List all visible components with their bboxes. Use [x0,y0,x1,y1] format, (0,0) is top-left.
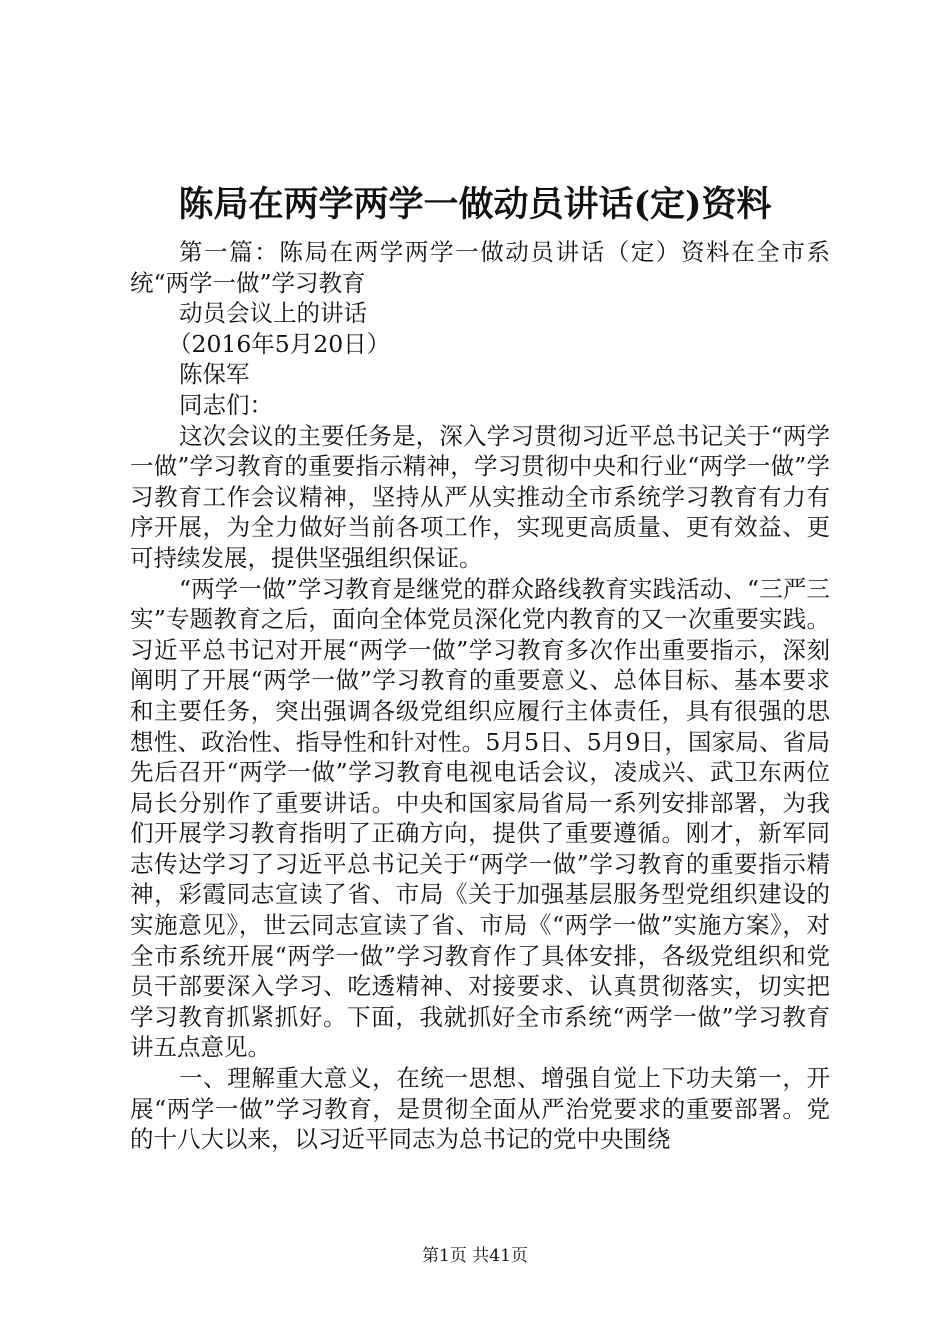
paragraph-body-2: “两学一做”学习教育是继党的群众路线教育实践活动、“三严三实”专题教育之后，面向全体党员深化党内教育的又一次重要实践。习近平总书记对开展“两学一做”学习教育多次作出重要指示，深刻阐明了开展“两学一做”学习教育的重要意义、总体目标、基本要求和主要任务，突出强调各级党组织应履行主体责任，具有很强的思想性、政治性、指导性和针对性。5月5日、5月9日，国家局、省局先后召开“两学一做”学习教育电视电话会议，凌成兴、武卫东两位局长分别作了重要讲话。中央和国家局省局一系列安排部署，为我们开展学习教育指明了正确方向，提供了重要遵循。刚才，新军同志传达学习了习近平总书记关于“两学一做”学习教育的重要指示精神，彩霞同志宣读了省、市局《关于加强基层服务型党组织建设的实施意见》，世云同志宣读了省、市局《“两学一做”实施方案》，对全市系统开展“两学一做”学习教育作了具体安排，各级党组织和党员干部要深入学习、吃透精神、对接要求、认真贯彻落实，切实把学习教育抓紧抓好。下面，我就抓好全市系统“两学一做”学习教育讲五点意见。 [130,574,830,1062]
paragraph-subtitle: 动员会议上的讲话 [179,299,367,328]
document-title: 陈局在两学两学一做动员讲话(定)资料 [178,184,772,225]
paragraph-body-1: 这次会议的主要任务是，深入学习贯彻习近平总书记关于“两学一做”学习教育的重要指示精神，学习贯彻中央和行业“两学一做”学习教育工作会议精神，坚持从严从实推动全市系统学习教育有力有序开展，为全力做好当前各项工作，实现更高质量、更有效益、更可持续发展，提供坚强组织保证。 [130,421,830,572]
page-number-footer: 第1页 共41页 [422,1246,528,1266]
paragraph-intro: 第一篇：陈局在两学两学一做动员讲话（定）资料在全市系统“两学一做”学习教育 [130,238,830,297]
paragraph-speaker: 陈保军 [179,360,250,389]
document-body [130,237,830,1155]
paragraph-body-3: 一、理解重大意义，在统一思想、增强自觉上下功夫第一，开展“两学一做”学习教育，是贯彻全面从严治党要求的重要部署。党的十八大以来，以习近平同志为总书记的党中央围绕 [130,1064,830,1154]
paragraph-date: （2016年5月20日） [168,329,391,358]
paragraph-salutation: 同志们： [179,390,273,419]
